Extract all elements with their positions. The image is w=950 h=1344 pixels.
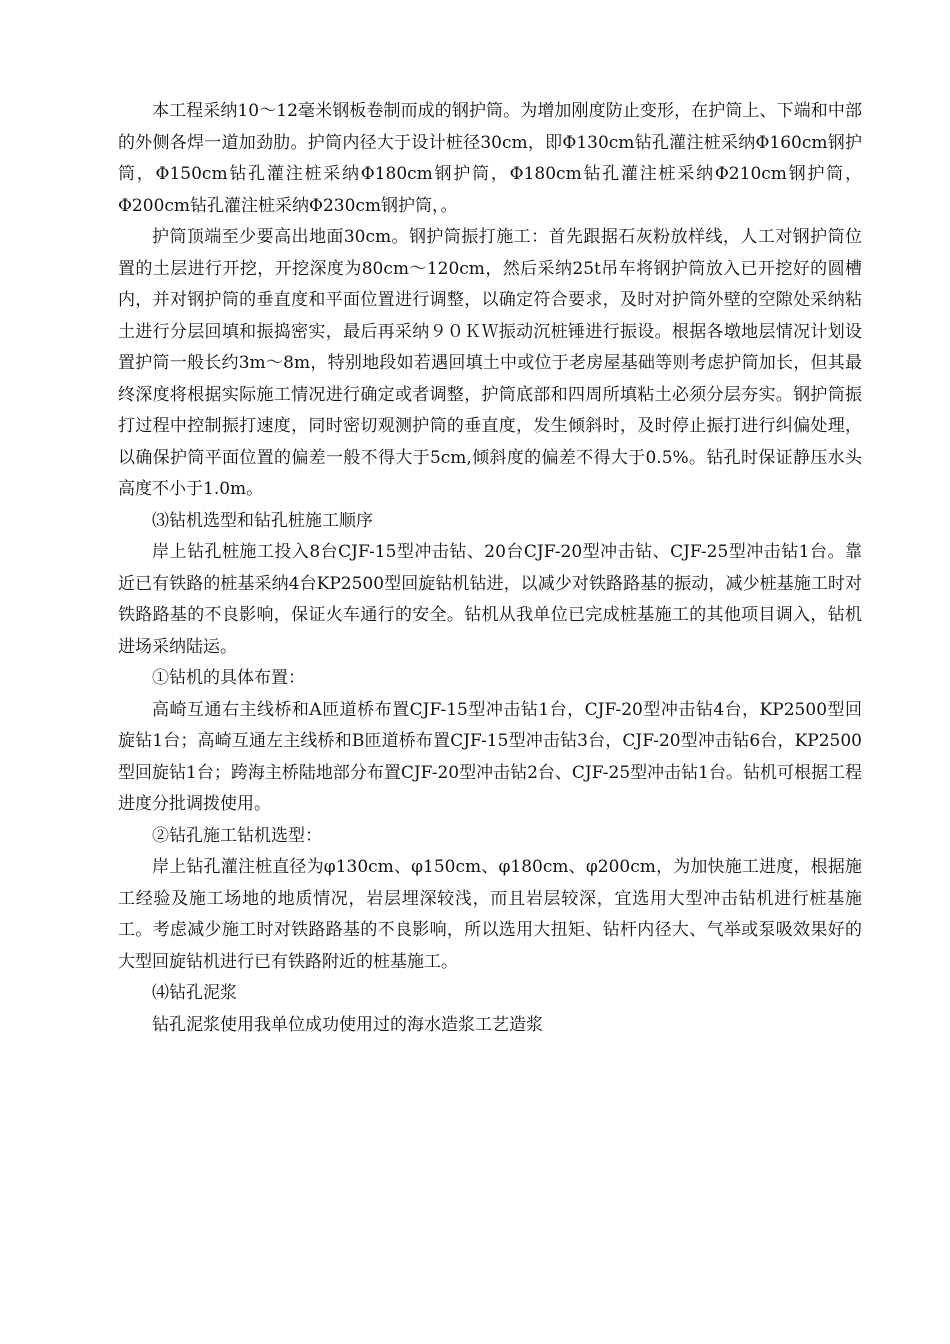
paragraph-drill-type-selection: 岸上钻孔灌注桩直径为φ130cm、φ150cm、φ180cm、φ200cm，为加快施工进度，根据施工经验及施工场地的地质情况，岩层埋深较浅，而且岩层较深，宜选用大型冲击钻机进行桩基施工。考虑减少施工时对铁路路基的不良影响，所以选用大扭矩、钻杆内径大、气举或泵吸效果好的大型回旋钻机进行已有铁路附近的桩基施工。 bbox=[118, 857, 862, 972]
subheading-drill-layout: ①钻机的具体布置： bbox=[152, 668, 305, 688]
paragraph-casing-installation: 护筒顶端至少要高出地面30cm。钢护筒振打施工：首先跟据石灰粉放样线，人工对钢护筒位置的土层进行开挖，开挖深度为80cm～120cm，然后采纳25t吊车将钢护筒放入已开挖好的圆槽内，并对钢护筒的垂直度和平面位置进行调整，以确定符合要求，及时对护筒外壁的空隙处采纳粘土进行分层回填和振捣密实，最后再采纳９０ＫＷ振动沉桩锤进行振设。根据各墩地层情况计划设置护筒一般长约3m～8m，特别地段如若遇回填土中或位于老房屋基础等则考虑护筒加长，但其最终深度将根据实际施工情况进行确定或者调整，护筒底部和四周所填粘土必须分层夯实。钢护筒振打过程中控制振打速度，同时密切观测护筒的垂直度，发生倾斜时，及时停止振打进行纠偏处理，以确保护筒平面位置的偏差一般不得大于5cm,倾斜度的偏差不得大于0.5%。钻孔时保证静压水头高度不小于1.0m。 bbox=[118, 227, 862, 499]
subheading-drill-type-selection: ②钻孔施工钻机选型： bbox=[152, 825, 322, 846]
paragraph-drilling-mud: 钻孔泥浆使用我单位成功使用过的海水造浆工艺造浆 bbox=[152, 1014, 543, 1035]
section-heading-drilling-mud: ⑷钻孔泥浆 bbox=[152, 983, 237, 1003]
paragraph-steel-casing-material: 本工程采纳10～12毫米钢板卷制而成的钢护筒。为增加刚度防止变形，在护筒上、下端和中部的外侧各焊一道加劲肋。护筒内径大于设计桩径30cm，即Φ130cm钻孔灌注桩采纳Φ160cm钢护筒，Φ150cm钻孔灌注桩采纳Φ180cm钢护筒，Φ180cm钻孔灌注桩采纳Φ210cm钢护筒，Φ200cm钻孔灌注桩采纳Φ230cm钢护筒，。 bbox=[118, 101, 862, 216]
paragraph-drill-deployment: 岸上钻孔桩施工投入8台CJF-15型冲击钻、20台CJF-20型冲击钻、CJF-25型冲击钻1台。靠近已有铁路的桩基采纳4台KP2500型回旋钻机钻进，以减少对铁路路基的振动，减少桩基施工时对铁路路基的不良影响，保证火车通行的安全。钻机从我单位已完成桩基施工的其他项目调入，钻机进场采纳陆运。 bbox=[118, 542, 862, 657]
document-page bbox=[118, 96, 862, 1041]
section-heading-drill-selection: ⑶钻机选型和钻孔桩施工顺序 bbox=[152, 510, 373, 531]
paragraph-drill-layout: 高崎互通右主线桥和A匝道桥布置CJF-15型冲击钻1台，CJF-20型冲击钻4台，KP2500型回旋钻1台；高崎互通左主线桥和B匝道桥布置CJF-15型冲击钻3台，CJF-20型冲击钻6台，KP2500型回旋钻1台；跨海主桥陆地部分布置CJF-20型冲击钻2台、CJF-25型冲击钻1台。钻机可根据工程进度分批调拨使用。 bbox=[118, 699, 862, 814]
